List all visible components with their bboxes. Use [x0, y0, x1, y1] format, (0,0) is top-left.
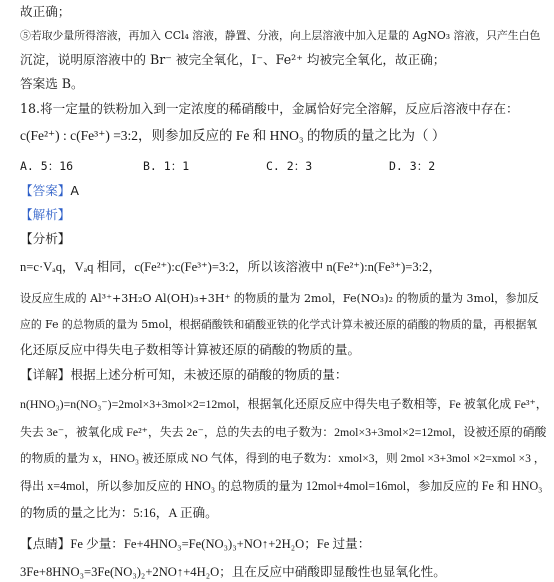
text-line: 化还原反应中得失电子数相等计算被还原的硝酸的物质的量。: [20, 342, 361, 357]
text-line: 答案选 B。: [20, 76, 84, 91]
text-line: 设反应生成的 Al³⁺+3H₂O Al(OH)₃+3H⁺ 的物质的量为 2mol，Fe(NO₃)₂ 的物质的量为 3mol，参加反: [20, 292, 539, 305]
text-line: 的物质的量之比为：5:16，A 正确。: [20, 506, 218, 520]
text-line: 得出 x=4mol，所以参加反应的 HNO₃ 的总物质的量为 12mol+4mol=16mol，参加反应的 Fe 和 HNO₃: [20, 479, 543, 493]
text-line: 应的 Fe 的总物质的量为 5mol，根据硝酸铁和硝酸亚铁的化学式计算未被还原的硝酸的物质的量，再根据氧: [20, 318, 538, 331]
text-line: 失去 3e⁻，被氧化成 Fe²⁺，失去 2e⁻，总的失去的电子数为：2mol×3+3mol×2=12mol，设被还原的硝酸: [20, 425, 547, 439]
answer-label: 【答案】: [20, 183, 71, 198]
section-breakdown: 【分析】: [20, 231, 71, 246]
option-d: D. 3：2: [389, 159, 436, 173]
option-a: A. 5：16: [20, 159, 74, 173]
question-condition: c(Fe²⁺) : c(Fe³⁺) =3:2，则参加反应的 Fe 和 HNO₃ 的物质的量之比为（ ）: [20, 128, 446, 143]
text-line: 故正确；: [20, 4, 71, 19]
option-c: C. 2：3: [266, 159, 313, 173]
text-line: n=c·Vₐq，Vₐq 相同，c(Fe²⁺):c(Fe³⁺)=3:2，所以该溶液中 n(Fe²⁺):n(Fe³⁺)=3:2，: [20, 260, 442, 274]
answer-value: A: [70, 183, 79, 198]
question-stem: 18.将一定量的铁粉加入到一定浓度的稀硝酸中，金属恰好完全溶解，反应后溶液中存在：: [20, 101, 519, 116]
answer-line: [20, 183, 79, 199]
text-line: ⑤若取少量所得溶液，再加入 CCl₄ 溶液，静置、分液，向上层溶液中加入足量的 AgNO₃ 溶液，只产生白色: [20, 29, 541, 42]
section-analysis: 【解析】: [20, 207, 71, 222]
section-detail: 【详解】根据上述分析可知，未被还原的硝酸的物质的量：: [20, 367, 348, 382]
text-line: 的物质的量为 x，HNO₃ 被还原成 NO 气体，得到的电子数为：xmol×3，则 2mol ×3+3mol ×2=xmol ×3 ，: [20, 452, 546, 465]
text-line: n(HNO₃)=n(NO₃⁻)=2mol×3+3mol×2=12mol，根据氧化还原反应中得失电子数相等，Fe 被氧化成 Fe³⁺，: [20, 397, 548, 411]
option-b: B. 1：1: [143, 159, 190, 173]
text-line: 沉淀，说明原溶液中的 Br⁻ 被完全氧化，I⁻、Fe²⁺ 均被完全氧化，故正确；: [20, 52, 446, 67]
section-tip: 【点睛】Fe 少量：Fe+4HNO₃=Fe(NO₃)₃+NO↑+2H₂O；Fe 过量：: [20, 537, 371, 551]
text-line: 3Fe+8HNO₃=3Fe(NO₃)₂+2NO↑+4H₂O；且在反应中硝酸即显酸性也显氧化性。: [20, 565, 446, 579]
